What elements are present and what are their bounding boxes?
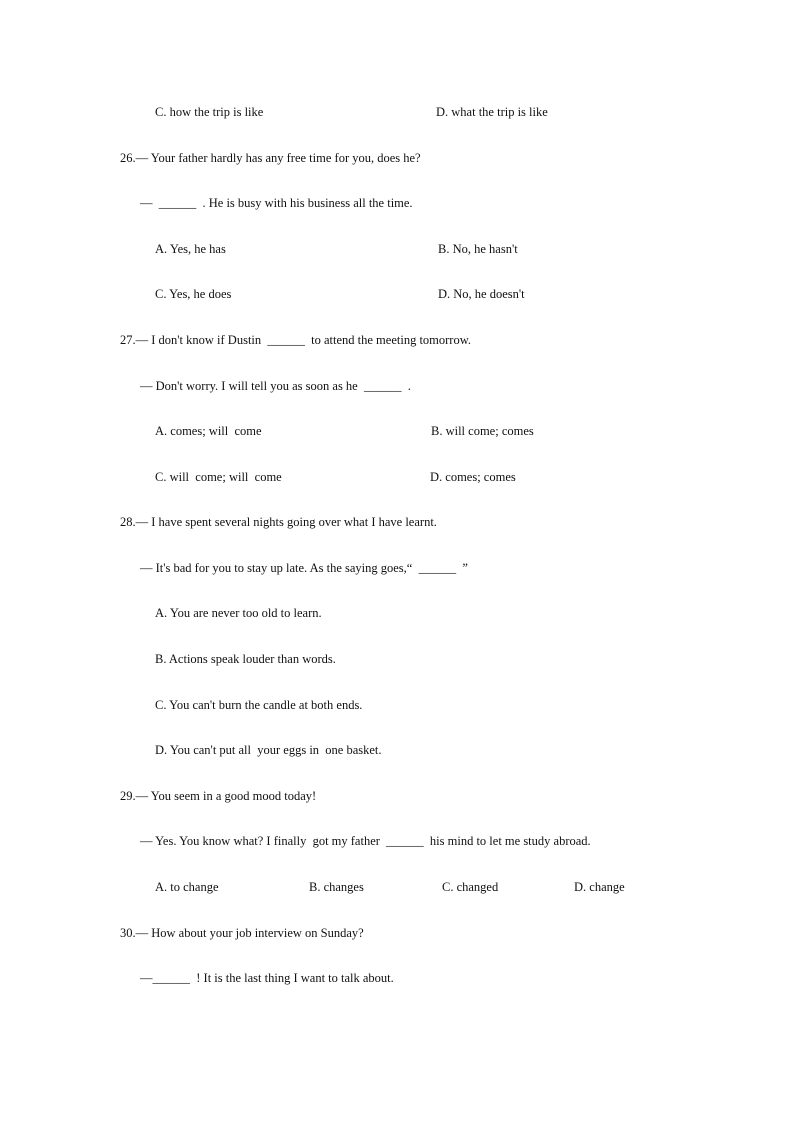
q28-option-d: D. You can't put all your eggs in one basket. bbox=[155, 743, 382, 757]
q27-question: 27.— I don't know if Dustin ______ to attend the meeting tomorrow. bbox=[120, 333, 472, 347]
q27-option-c: C. will come; will come bbox=[155, 470, 282, 484]
q26-option-a: A. Yes, he has bbox=[155, 242, 226, 256]
q29-option-c: C. changed bbox=[442, 880, 499, 894]
q25-option-c: C. how the trip is like bbox=[155, 105, 264, 119]
q28-option-c: C. You can't burn the candle at both ends. bbox=[155, 698, 363, 712]
q26-answer: — ______ . He is busy with his business all the time. bbox=[140, 196, 413, 210]
q26-option-b: B. No, he hasn't bbox=[438, 242, 518, 256]
q28-question: 28.— I have spent several nights going over what I have learnt. bbox=[120, 515, 437, 529]
q30-answer: —______ ! It is the last thing I want to talk about. bbox=[140, 971, 394, 985]
q26-question: 26.— Your father hardly has any free time for you, does he? bbox=[120, 151, 421, 165]
q26-option-c: C. Yes, he does bbox=[155, 287, 232, 301]
q28-answer: — It's bad for you to stay up late. As the saying goes,“ ______ ” bbox=[140, 561, 468, 575]
q29-option-a: A. to change bbox=[155, 880, 219, 894]
q30-question: 30.— How about your job interview on Sunday? bbox=[120, 926, 364, 940]
q27-option-d: D. comes; comes bbox=[430, 470, 516, 484]
q29-answer: — Yes. You know what? I finally got my father ______ his mind to let me study abroad. bbox=[140, 834, 591, 848]
q25-option-d: D. what the trip is like bbox=[436, 105, 548, 119]
q27-option-a: A. comes; will come bbox=[155, 424, 262, 438]
q29-option-d: D. change bbox=[574, 880, 625, 894]
q27-option-b: B. will come; comes bbox=[431, 424, 534, 438]
q27-answer: — Don't worry. I will tell you as soon as he ______ . bbox=[140, 379, 411, 393]
q29-question: 29.— You seem in a good mood today! bbox=[120, 789, 317, 803]
q29-option-b: B. changes bbox=[309, 880, 364, 894]
q28-option-a: A. You are never too old to learn. bbox=[155, 606, 322, 620]
q28-option-b: B. Actions speak louder than words. bbox=[155, 652, 336, 666]
q26-option-d: D. No, he doesn't bbox=[438, 287, 525, 301]
